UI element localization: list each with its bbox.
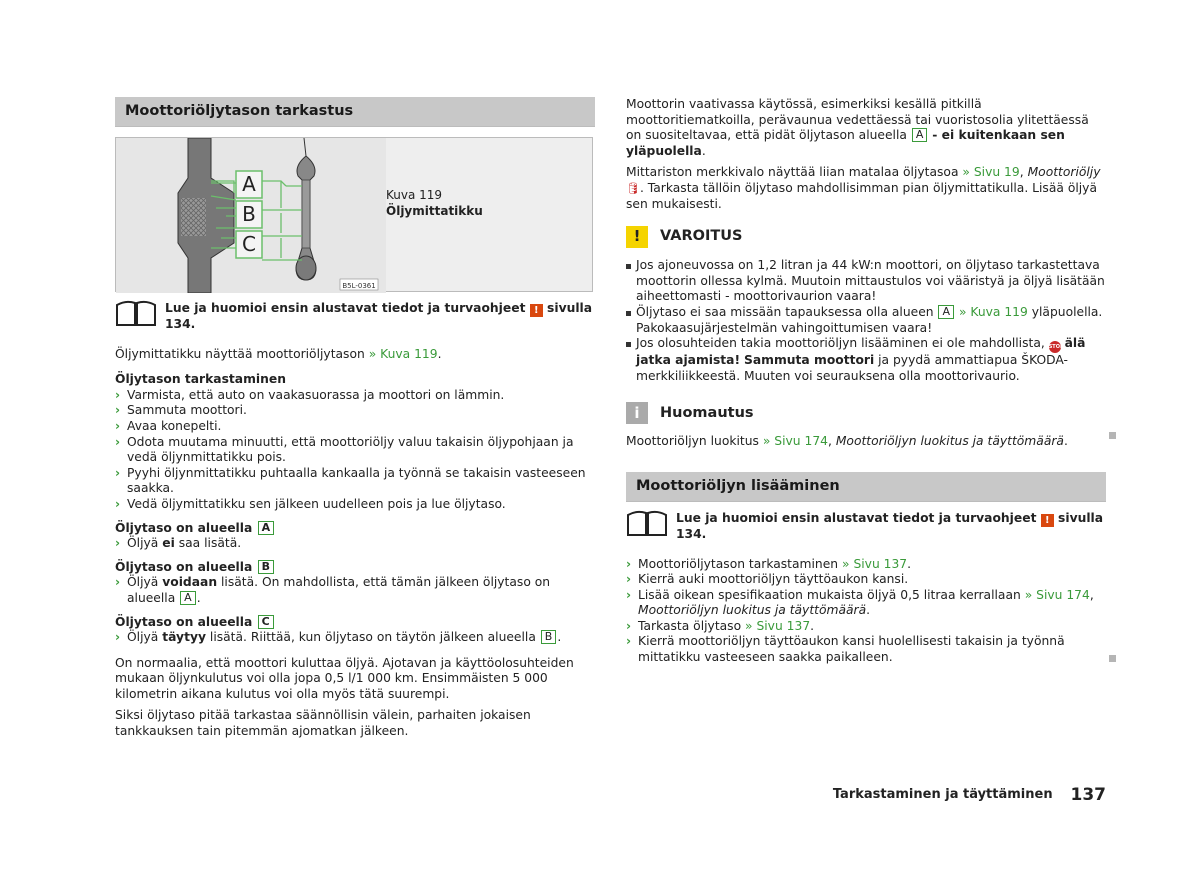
note-paragraph [626,434,1106,450]
warning-b3-pre: Jos olosuhteiden takia moottoriöljyn lisääminen ei ole mahdollista, [636,336,1045,351]
box-a: A [258,521,275,535]
level-b-end: . [196,590,201,605]
box-c: C [258,615,274,629]
step-item: › Lisää oikean spesifikaation mukaista öljyä 0,5 litraa kerrallaan » Sivu 174, Moottoriöljyn luokitus ja täyttömäärä. [626,587,1094,618]
step-text: Tarkasta öljytaso [638,618,742,633]
level-a-pre: Öljyä [127,536,159,551]
note-pre: Moottoriöljyn luokitus [626,434,759,449]
add-steps [626,557,1106,666]
step-sep: , [1089,587,1094,602]
figure-title: Öljymittatikku [386,203,483,218]
p1-end: . [701,143,706,158]
link-figure-119[interactable]: » Kuva 119 [368,346,438,361]
step-text: Kierrä auki moottoriöljyn täyttöaukon kansi. [638,572,909,587]
figure-row [115,137,595,292]
step-text: Vedä öljymittatikku sen jälkeen uudelleen pois ja lue öljytaso. [127,496,506,511]
step-item: › Varmista, että auto on vaakasuorassa ja moottori on lämmin. [115,387,505,402]
warning-title: VAROITUS [660,228,743,245]
p2-sep: , [1019,165,1024,180]
level-b-pre: Öljyä [127,575,159,590]
link-page-19[interactable]: » Sivu 19 [962,165,1020,180]
level-a-heading-text: Öljytaso on alueella [115,520,253,535]
note-sep: , [827,434,832,449]
step-text: Moottoriöljytason tarkastaminen [638,556,839,571]
box-a: A [938,305,954,319]
warning-bullet [626,336,1106,384]
dipstick-figure [115,137,593,292]
note-text: Lue ja huomioi ensin alustavat tiedot ja turvaohjeet [165,301,526,315]
step-text: Varmista, että auto on vaakasuorassa ja moottori on lämmin. [127,387,505,402]
level-a-post: saa lisätä. [178,536,242,551]
link-page-137[interactable]: » Sivu 137 [842,556,908,571]
p2-post: . Tarkasta tällöin öljytaso mahdollisimman pian öljymittatikulla. Lisää öljyä sen mukaisesti. [626,180,1097,211]
step-item: › Sammuta moottori. [115,403,247,418]
stop-icon: STOP [1049,341,1061,353]
level-c-bold: täytyy [162,630,206,645]
warning-bullet-text: Jos ajoneuvossa on 1,2 litran ja 44 kW:n moottori, on öljytaso tarkastettava moottorin ollessa kylmä. Muutoin mittaustulos voi vääristyä ja öljyä lisätään aiheettomasti - moottorivaurion vaara! [636,258,1105,304]
warning-bullet [626,305,1106,336]
warning-heading [626,226,1106,248]
dipstick-illustration [116,138,386,293]
step-item: › Kierrä moottoriöljyn täyttöaukon kansi huolellisesti takaisin ja työnnä mittatikku vasteeseen saakka paikalleen. [626,634,1065,665]
level-a-heading [115,521,595,537]
end-marker [1109,655,1116,662]
level-c-heading-text: Öljytaso on alueella [115,614,253,629]
left-column [115,97,595,746]
step-italic: Moottoriöljyn luokitus ja täyttömäärä [638,603,867,618]
step-text: Kierrä moottoriöljyn täyttöaukon kansi huolellisesti takaisin ja työnnä mittatikku vasteeseen saakka paikalleen. [638,634,1065,665]
warning-icon: ! [530,304,543,317]
step-item: › Tarkasta öljytaso » Sivu 137. [626,618,815,633]
warning-b2-post: yläpuolella. Pakokaasujärjestelmän vahingoittumisen vaara! [636,304,1103,335]
box-b: B [258,560,274,574]
regular-check-paragraph: Siksi öljytaso pitää tarkastaa säännöllisin välein, parhaiten jokaisen tankkauksen tain pitemmän ajomatkan jälkeen. [115,708,531,739]
p1-bold: - ei kuitenkaan sen yläpuolella [626,128,1065,158]
warning-b2-pre: Öljytaso ei saa missään tapauksessa olla alueen [636,304,934,319]
level-b-step: › Öljyä voidaan lisätä. On mahdollista, että tämän jälkeen öljytaso on alueella A . [115,575,551,605]
figure-caption [386,188,483,219]
box-a: A [912,128,928,142]
box-a: A [180,591,196,605]
p1-text: Moottorin vaativassa käytössä, esimerkiksi kesällä pitkillä moottoritiematkoilla, perävaunua vedettäessä tai vuoristosolia ylitettäessä on suositeltavaa, että pidät öljytason alueella [626,97,1089,143]
oil-can-icon: 🛢 [626,181,640,195]
link-page-137[interactable]: » Sivu 137 [745,618,811,633]
open-book-icon [626,510,668,538]
step-end: . [907,556,912,571]
svg-text:B5L-0361: B5L-0361 [342,282,376,290]
p2-italic: Moottoriöljy [1027,165,1101,180]
svg-text:C: C [242,232,256,256]
note-italic: Moottoriöljyn luokitus ja täyttömäärä [835,434,1064,449]
warning-b3-post: ja pyydä ammattiapua ŠKODA-merkkiliikkeestä. Muuten voi seurauksena olla moottorivaurio. [636,353,1068,383]
warning-b3-bold2: Sammuta moottori [744,353,875,368]
step-text: Lisää oikean spesifikaation mukaista öljyä 0,5 litraa kerrallaan [638,587,1021,602]
intro-paragraph [115,347,595,363]
step-item: › Avaa konepelti. [115,418,222,433]
step-item: › Vedä öljymittatikku sen jälkeen uudelleen pois ja lue öljytaso. [115,496,506,511]
level-c-step: › Öljyä täytyy lisätä. Riittää, kun öljytaso on täytön jälkeen alueella B . [115,630,562,645]
check-heading: Öljytason tarkastaminen [115,372,286,387]
section-heading-oil-check: Moottoriöljytason tarkastus [115,97,595,127]
footer-chapter: Tarkastaminen ja täyttäminen [832,787,1053,802]
warning-bullet [626,258,1106,305]
step-item: › Moottoriöljytason tarkastaminen » Sivu 137. [626,556,912,571]
step-text: Sammuta moottori. [127,403,247,418]
note3-text: Lue ja huomioi ensin alustavat tiedot ja turvaohjeet [676,510,1037,525]
intro-end: . [437,346,442,361]
level-b-heading-text: Öljytaso on alueella [115,559,253,574]
consumption-paragraph: On normaalia, että moottori kuluttaa öljyä. Ajotavan ja käyttöolosuhteiden mukaan öljynkulutus voi olla jopa 0,5 l/1 000 km. Ensimmäisten 5 000 kilometrin aikana kulutus voi olla myös tätä suurempi. [115,655,574,701]
level-marker-c [236,231,262,258]
open-book-icon [115,300,157,328]
page-number: 137 [1070,785,1106,805]
note-heading [626,402,1106,424]
figure-number: Kuva 119 [386,188,443,202]
warning-icon: ! [626,226,648,248]
level-c-post: lisätä. Riittää, kun öljytaso on täytön jälkeen alueella [209,630,536,645]
step-end: . [866,603,871,618]
level-b-post: lisätä. On mahdollista, että tämän jälkeen öljytaso on alueella [127,575,551,605]
step-item: › Kierrä auki moottoriöljyn täyttöaukon kansi. [626,572,909,587]
level-b-bold: voidaan [162,575,218,590]
check-steps [115,388,595,513]
step-item: › Odota muutama minuutti, että moottoriöljy valuu takaisin öljypohjaan ja vedä öljynmittatikku pois. [115,434,574,465]
p2-text: Mittariston merkkivalo näyttää liian matalaa öljytasoa [626,165,959,180]
link-figure-119[interactable]: » Kuva 119 [958,304,1028,319]
intro-text: Öljymittatikku näyttää moottoriöljytason [115,346,365,361]
link-page-174[interactable]: » Sivu 174 [762,434,828,449]
box-b: B [541,630,557,644]
level-marker-a [236,171,262,198]
step-end: . [810,618,815,633]
warning-light-paragraph [626,165,1106,212]
level-b-heading [115,560,595,576]
note-title: Huomautus [660,404,754,421]
note3-page: sivulla 134. [676,510,1104,541]
level-a-step: › Öljyä ei saa lisätä. [115,536,242,551]
level-c-heading [115,615,595,631]
link-page-174[interactable]: » Sivu 174 [1024,587,1090,602]
safety-note [115,300,595,333]
svg-text:B: B [242,202,256,226]
warning-icon: ! [1041,514,1054,527]
level-marker-b [236,201,262,228]
level-a-bold: ei [162,536,175,551]
level-c-pre: Öljyä [127,630,159,645]
safety-note-2 [626,510,1106,543]
right-column [626,97,1106,666]
step-text: Pyyhi öljynmittatikku puhtaalla kankaalla ja työnnä se takaisin vasteeseen saakka. [127,465,586,496]
info-icon: i [626,402,648,424]
step-text: Avaa konepelti. [127,418,222,433]
level-c-end: . [557,630,562,645]
note-page: sivulla 134. [165,301,593,331]
end-marker [1109,432,1116,439]
page-footer [0,787,1106,805]
note-end: . [1063,434,1068,449]
step-text: Odota muutama minuutti, että moottoriöljy valuu takaisin öljypohjaan ja vedä öljynmittatikku pois. [127,434,574,465]
section-heading-oil-add: Moottoriöljyn lisääminen [626,472,1106,502]
svg-text:A: A [242,172,256,196]
demanding-use-paragraph [626,97,1106,159]
warning-b3-bold1: älä jatka ajamista! [636,336,1086,368]
step-item: › Pyyhi öljynmittatikku puhtaalla kankaalla ja työnnä se takaisin vasteeseen saakka. [115,465,586,496]
